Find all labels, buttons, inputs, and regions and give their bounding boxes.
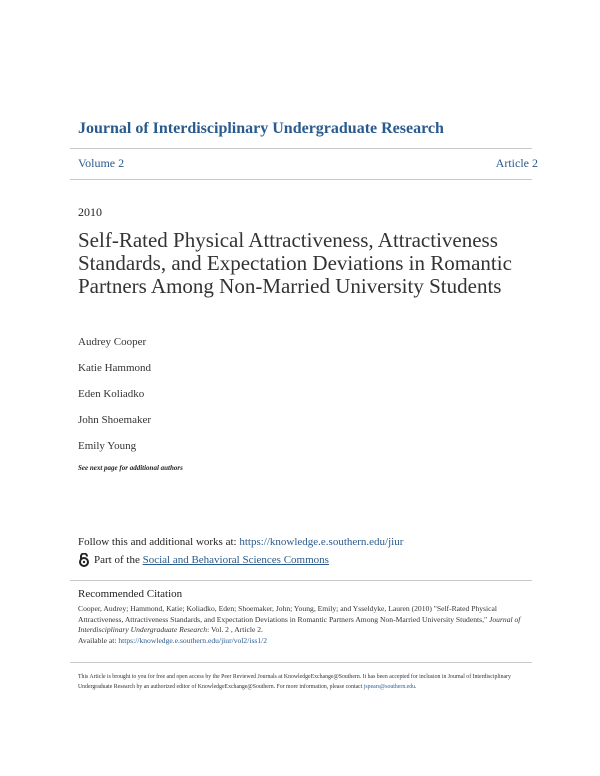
commons-link[interactable]: Social and Behavioral Sciences Commons — [142, 554, 329, 566]
author-name: John Shoemaker — [78, 414, 152, 426]
citation-vol: : Vol. 2 , Article 2. — [207, 625, 263, 635]
volume-link[interactable]: Volume 2 — [78, 156, 125, 170]
paper-title: Self-Rated Physical Attractiveness, Attractiveness Standards, and Expectation Deviations in Romantic Partners Among Non-Married University Students — [78, 228, 512, 298]
author-name: Katie Hammond — [78, 362, 152, 374]
citation-body — [78, 604, 528, 646]
see-next-page-note: See next page for additional authors — [78, 464, 183, 472]
open-access-icon — [78, 553, 90, 567]
article-link[interactable]: Article 2 — [495, 156, 538, 170]
author-name: Audrey Cooper — [78, 336, 147, 348]
citation-journal: Journal of Interdisciplinary Undergraduate Research — [78, 614, 521, 635]
author-name: Emily Young — [78, 440, 137, 452]
publication-year: 2010 — [78, 205, 102, 219]
access-notice-text: This Article is brought to you for free and open access by the Peer Reviewed Journals at KnowledgeExchange@Southern. It has been accepted for inclusion in Journal of Interdisciplinary Undergraduate Research by an authorized editor of KnowledgeExchange@Southern. For more information, please contact — [78, 674, 511, 690]
part-of-label: Part of the — [94, 554, 140, 566]
follow-url-link[interactable]: https://knowledge.e.southern.edu/jiur — [239, 536, 404, 548]
author-name: Eden Koliadko — [78, 388, 145, 400]
recommended-citation-heading: Recommended Citation — [78, 588, 183, 600]
follow-line — [78, 536, 403, 548]
citation-text: Cooper, Audrey; Hammond, Katie; Koliadko, Eden; Shoemaker, John; Young, Emily; and Ysseldyke, Lauren (2010) "Self-Rated Physical Attractiveness, Attractiveness Standards, and Expectation Deviations in Romantic Partners Among Non-Married University Students," — [78, 604, 497, 624]
access-notice — [78, 672, 528, 692]
footer-divider — [70, 662, 532, 663]
citation-divider — [70, 580, 532, 581]
citation-url-link[interactable]: https://knowledge.e.southern.edu/jiur/vol2/iss1/2 — [118, 635, 268, 645]
notice-end: . — [415, 684, 417, 690]
part-of-line — [78, 553, 329, 567]
header-divider-bottom — [70, 179, 532, 180]
contact-email-link[interactable]: jspears@southern.edu — [363, 684, 416, 690]
journal-title[interactable]: Journal of Interdisciplinary Undergraduate Research — [78, 120, 444, 137]
follow-label: Follow this and additional works at: — [78, 536, 237, 548]
header-divider-top — [70, 148, 532, 149]
citation-available-label: Available at: — [78, 635, 117, 645]
